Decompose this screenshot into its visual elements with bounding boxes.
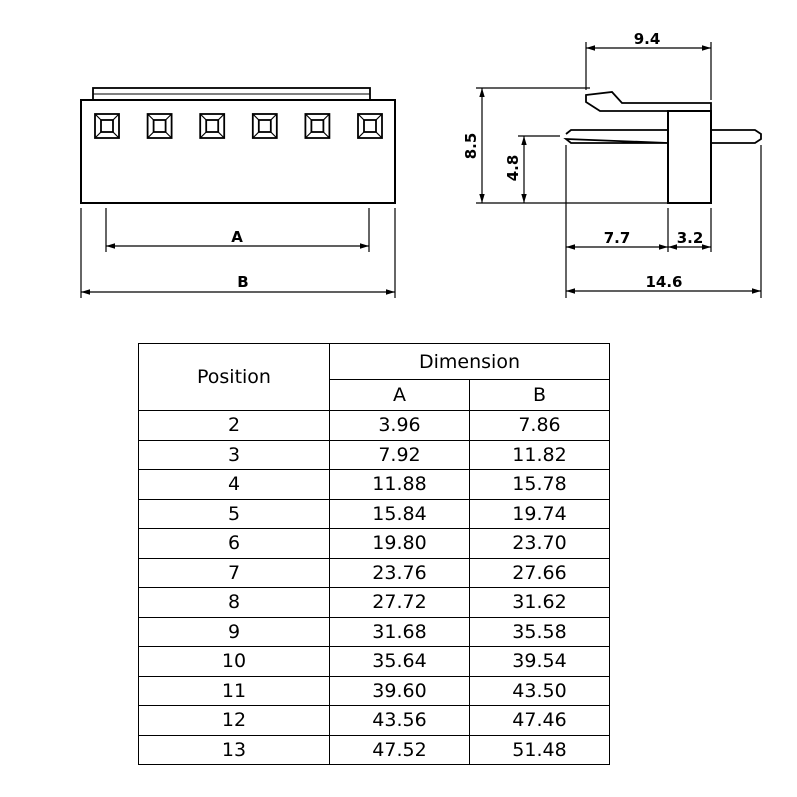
position-cell: 10 [139,647,330,677]
latch-ramp [586,92,711,111]
a-cell: 19.80 [330,529,470,559]
a-cell: 3.96 [330,411,470,441]
position-cell: 7 [139,558,330,588]
dimension-height-pin [518,136,560,203]
table-row [139,706,610,736]
a-cell: 35.64 [330,647,470,677]
housing-body [668,111,711,203]
table-row [139,440,610,470]
dimension-table [138,343,610,765]
table-row [139,647,610,677]
a-cell: 15.84 [330,499,470,529]
b-cell: 15.78 [470,470,610,500]
a-cell: 11.88 [330,470,470,500]
table-row [139,676,610,706]
pin-slots [95,114,382,138]
pin-slot-bevel [113,114,119,120]
b-cell: 35.58 [470,617,610,647]
table-row [139,617,610,647]
position-cell: 8 [139,588,330,618]
b-cell: 27.66 [470,558,610,588]
dimension-width-top [586,42,711,100]
b-cell: 39.54 [470,647,610,677]
side-view [566,92,761,203]
table-row [139,529,610,559]
b-cell: 19.74 [470,499,610,529]
b-cell: 47.46 [470,706,610,736]
dimension-height-total [476,88,668,203]
b-cell: 43.50 [470,676,610,706]
pin-slot-inner [101,120,113,132]
pin-slot-inner [259,120,271,132]
a-cell: 31.68 [330,617,470,647]
dimension-height-pin-label: 4.8 [504,154,522,182]
position-cell: 6 [139,529,330,559]
a-cell: 23.76 [330,558,470,588]
position-cell: 4 [139,470,330,500]
dimension-height-total-label: 8.5 [462,132,480,160]
pin-slot-bevel [253,114,259,120]
position-cell: 13 [139,735,330,765]
pin-slot-inner [311,120,323,132]
table-row [139,411,610,441]
table-row [139,588,610,618]
a-cell: 7.92 [330,440,470,470]
a-cell: 47.52 [330,735,470,765]
position-cell: 12 [139,706,330,736]
position-cell: 2 [139,411,330,441]
position-cell: 3 [139,440,330,470]
a-cell: 43.56 [330,706,470,736]
dimension-depth-front-label: 7.7 [603,229,631,247]
b-cell: 23.70 [470,529,610,559]
b-cell: 11.82 [470,440,610,470]
dimension-b-label: B [237,273,249,291]
table-row [139,558,610,588]
a-cell: 39.60 [330,676,470,706]
position-cell: 11 [139,676,330,706]
column-a-header: A [330,380,470,411]
dimension-a-label: A [231,228,243,246]
position-cell: 9 [139,617,330,647]
a-cell: 27.72 [330,588,470,618]
column-b-header: B [470,380,610,411]
position-cell: 5 [139,499,330,529]
dimension-depth-total-label: 14.6 [645,273,683,291]
b-cell: 7.86 [470,411,610,441]
b-cell: 51.48 [470,735,610,765]
connector-drawing [0,0,797,340]
dimension-header: Dimension [330,344,610,380]
table-row [139,499,610,529]
pin-slot-inner [364,120,376,132]
pin-slot-inner [206,120,218,132]
position-header: Position [139,344,330,411]
pin-slot-bevel [95,114,101,120]
pin [566,130,761,143]
table-row [139,470,610,500]
b-cell: 31.62 [470,588,610,618]
header-body [81,100,395,203]
dimension-width-top-label: 9.4 [633,30,661,48]
pin-slot-inner [154,120,166,132]
front-view [81,88,395,203]
dimension-depth-rear-label: 3.2 [676,229,704,247]
table-row [139,735,610,765]
